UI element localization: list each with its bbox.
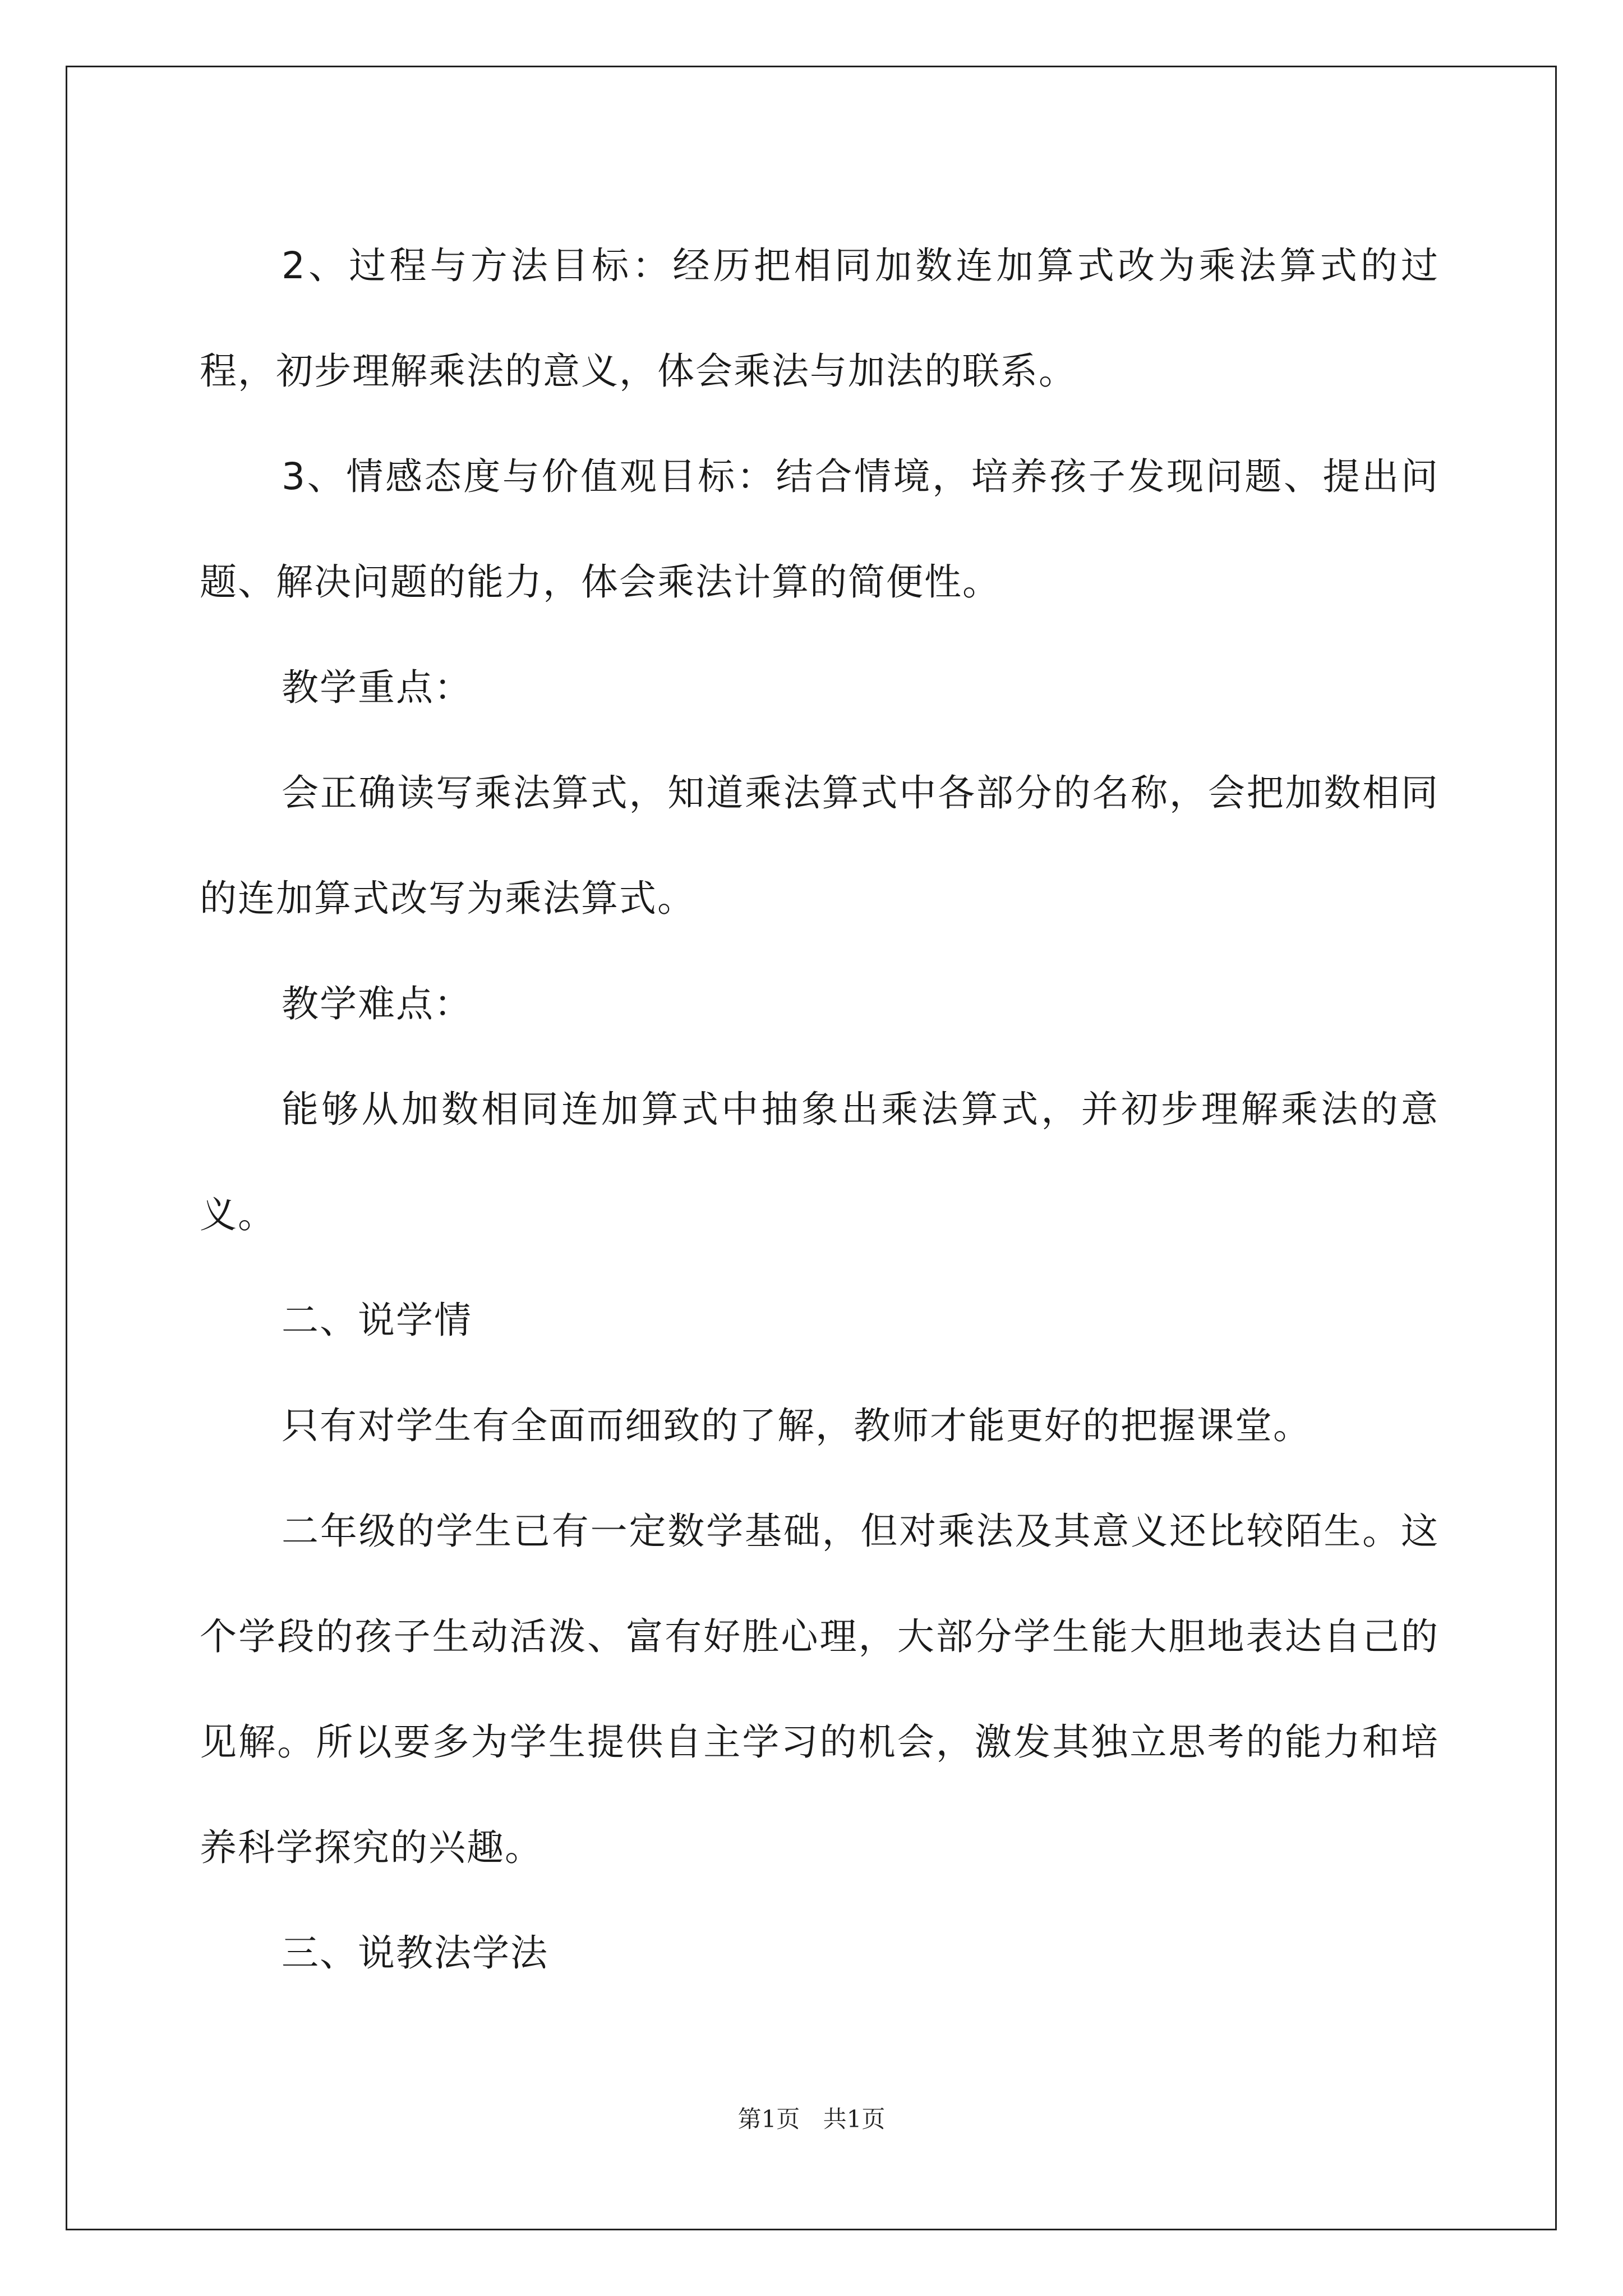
- page-footer: [0, 2101, 1623, 2134]
- document-body: [200, 213, 1439, 2006]
- paragraph-emotion-goal: 3、情感态度与价值观目标：结合情境，培养孩子发现问题、提出问题、解决问题的能力，体会乘法计算的简便性。: [200, 455, 1439, 604]
- heading-teaching-difficulty: 教学难点：: [282, 982, 472, 1025]
- paragraph-teaching-difficulty: 能够从加数相同连加算式中抽象出乘法算式，并初步理解乘法的意义。: [200, 1088, 1439, 1236]
- page-number-current: 第1页: [737, 2105, 800, 2133]
- section-heading-student-analysis: 二、说学情: [282, 1299, 472, 1342]
- paragraph-grade-two-students: 二年级的学生已有一定数学基础，但对乘法及其意义还比较陌生。这个学段的孩子生动活泼、富有好胜心理，大部分学生能大胆地表达自己的见解。所以要多为学生提供自主学习的机会，激发其独立思考的能力和培养科学探究的兴趣。: [200, 1510, 1439, 1869]
- paragraph-teaching-focus: 会正确读写乘法算式，知道乘法算式中各部分的名称，会把加数相同的连加算式改写为乘法算式。: [200, 771, 1439, 920]
- page-number-total: 共1页: [823, 2105, 886, 2133]
- paragraph-process-goal: 2、过程与方法目标：经历把相同加数连加算式改为乘法算式的过程，初步理解乘法的意义，体会乘法与加法的联系。: [200, 244, 1439, 393]
- paragraph-understanding-students: 只有对学生有全面而细致的了解，教师才能更好的把握课堂。: [282, 1404, 1311, 1447]
- heading-teaching-focus: 教学重点：: [282, 666, 472, 709]
- section-heading-teaching-methods: 三、说教法学法: [282, 1931, 548, 1975]
